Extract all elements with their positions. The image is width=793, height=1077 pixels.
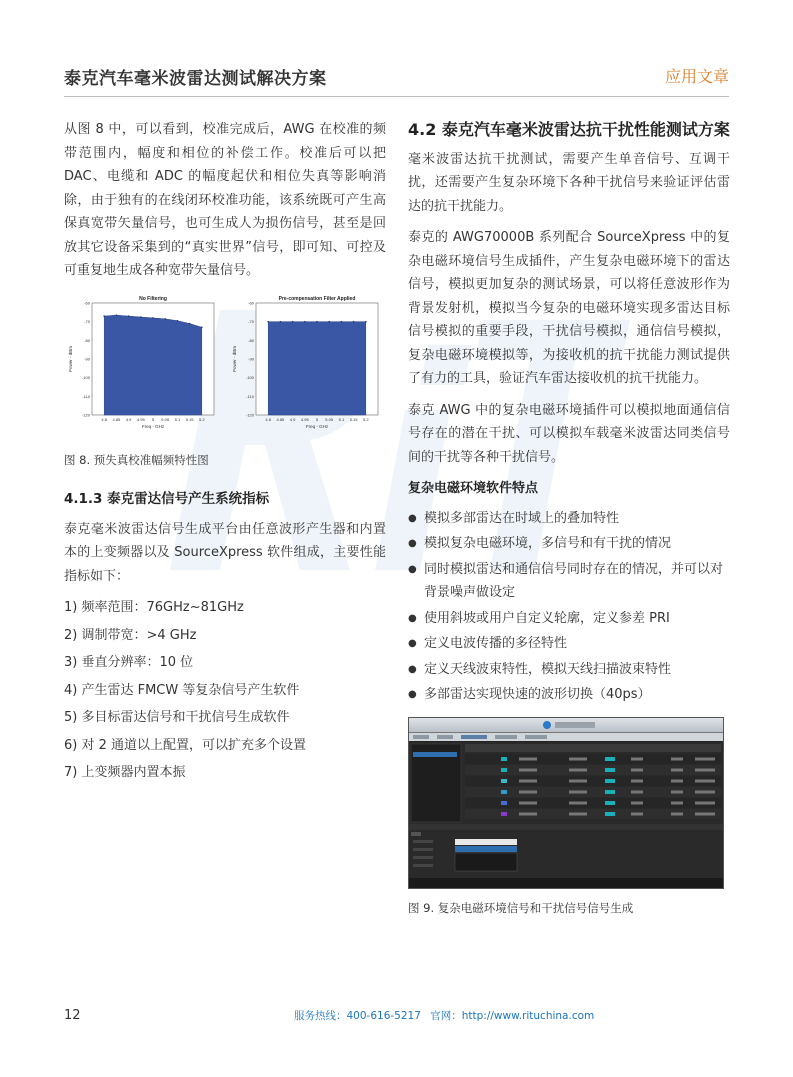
hotline-text: 服务热线：400-616-5217 xyxy=(294,1010,421,1022)
section-4-1-3-body: 泰克毫米波雷达信号生成平台由任意波形产生器和内置本的上变频器以及 SourceXpress 软件组成，主要性能指标如下： xyxy=(64,521,386,584)
cell-placeholder xyxy=(671,757,683,760)
cell-placeholder xyxy=(631,779,643,782)
color-swatch xyxy=(605,779,615,783)
x-tick-label: 5 xyxy=(151,416,155,422)
color-swatch xyxy=(605,790,615,794)
data-point xyxy=(365,320,367,322)
data-point xyxy=(280,320,282,322)
chart-no-filtering xyxy=(64,293,222,441)
x-tick-label: 5.1 xyxy=(338,416,345,422)
data-point xyxy=(128,315,130,317)
cell-placeholder xyxy=(519,801,537,804)
cell-placeholder xyxy=(671,790,683,793)
menu-tab xyxy=(495,735,517,739)
color-swatch xyxy=(501,812,507,816)
spec-item: 2) 调制带宽：>4 GHz xyxy=(64,627,197,643)
chart-no-filtering-svg xyxy=(64,293,222,441)
header-tag: 应用文章 xyxy=(664,67,729,86)
cell-placeholder xyxy=(519,779,537,782)
section-4-2-p3: 泰克 AWG 中的复杂电磁环境插件可以模拟地面通信信号存在的潜在干扰、可以模拟车载毫米波雷达同类信号间的干扰等各种干扰信号。 xyxy=(408,402,730,465)
cell-placeholder xyxy=(631,757,643,760)
chart-title: No Filtering xyxy=(139,295,167,302)
spec-item: 6) 对 2 通道以上配置，可以扩充多个设置 xyxy=(64,737,307,753)
x-tick-label: 5.1 xyxy=(174,416,181,422)
y-tick-label: -80 xyxy=(84,337,90,343)
data-point xyxy=(177,319,179,321)
feature-item: ● 定义电波传播的多径特性 xyxy=(408,632,730,656)
header-title: 泰克汽车毫米波雷达测试解决方案 xyxy=(64,69,327,89)
feature-item: ● 模拟多部雷达在时域上的叠加特性 xyxy=(408,507,730,531)
section-4-2-p2: 泰克的 AWG70000B 系列配合 SourceXpress 中的复杂电磁环境信号生成插件，产生复杂电磁环境下的雷达信号，模拟更加复杂的测试场景，可以将任意波形作为背景发射机，模拟当今复杂的电磁环境实现多雷达目标信号模拟的重要手段，干扰信号模拟，通信信号模拟，复杂电磁环境模拟等，为接收机的抗干扰能力测试提供了有力的工具，验证汽车雷达接收机的抗干扰能力。 xyxy=(408,230,730,386)
data-point xyxy=(116,314,118,316)
software-screenshot xyxy=(408,717,724,889)
x-tick-label: 4.85 xyxy=(112,416,121,422)
x-tick-label: 4.8 xyxy=(101,416,107,422)
spectrum-area xyxy=(104,315,202,415)
toolbar-field xyxy=(555,722,595,728)
data-point xyxy=(353,320,355,322)
x-tick-label: 4.9 xyxy=(125,416,132,422)
y-tick-label: -60 xyxy=(84,300,90,305)
section-4-1-3-title: 4.1.3 泰克雷达信号产生系统指标 xyxy=(64,491,270,507)
cell-placeholder xyxy=(671,801,683,804)
chart-precomp-filter xyxy=(228,293,386,441)
header-divider xyxy=(64,96,729,97)
y-tick-label: -100 xyxy=(81,374,90,380)
cell-placeholder xyxy=(695,779,715,782)
footer-contact xyxy=(294,1008,600,1023)
left-column xyxy=(64,118,386,789)
y-tick-label: -120 xyxy=(81,412,90,417)
website-link[interactable]: 官网：http://www.rituchina.com xyxy=(430,1010,595,1022)
data-point xyxy=(201,326,203,328)
x-tick-label: 5.05 xyxy=(325,416,334,422)
x-tick-label: 5.2 xyxy=(199,416,205,422)
cell-placeholder xyxy=(671,768,683,771)
y-tick-label: -60 xyxy=(248,300,254,305)
cell-placeholder xyxy=(631,812,643,815)
chart-title: Pre-compensation Filter Applied xyxy=(278,295,356,302)
cell-placeholder xyxy=(671,779,683,782)
cell-placeholder xyxy=(631,790,643,793)
feature-item: ● 定义天线波束特性，模拟天线扫描波束特性 xyxy=(408,658,730,682)
x-axis-label: Freq - GHz xyxy=(305,423,329,429)
data-point xyxy=(341,320,343,322)
y-tick-label: -70 xyxy=(248,318,254,324)
data-point xyxy=(189,322,191,324)
feature-item: ● 同时模拟雷达和通信信号同时存在的情况，并可以对背景噪声做设定 xyxy=(408,558,730,605)
data-point xyxy=(292,320,294,322)
y-tick-label: -110 xyxy=(246,393,254,399)
cell-placeholder xyxy=(569,768,587,771)
chart-precomp-filter-svg xyxy=(228,293,386,441)
spec-item: 7) 上变频器内置本振 xyxy=(64,765,186,780)
x-tick-label: 5.15 xyxy=(185,416,194,422)
figure-8-charts xyxy=(64,293,386,443)
cell-placeholder xyxy=(519,757,537,760)
data-point xyxy=(164,318,166,320)
cell-placeholder xyxy=(569,801,587,804)
feature-item: ● 多部雷达实现快速的波形切换（40ps） xyxy=(408,683,730,707)
menu-tab xyxy=(461,735,487,739)
y-tick-label: -100 xyxy=(245,374,254,380)
intro-paragraph: 从图 8 中，可以看到，校准完成后，AWG 在校准的频带范围内，幅度和相位的补偿工作。校准后可以把 DAC、电缆和 ADC 的幅度起伏和相位失真等影响消除，由于独有的在线闭环校准功能，该系统既可产生高保真宽带矢量信号，也可生成人为损伤信号，甚至是回放其它设备采集到的“真实世界”信号，即可知、可控及可重复地生成各种宽带矢量信号。 xyxy=(64,122,386,278)
y-tick-label: -90 xyxy=(248,356,254,361)
screenshot-menu xyxy=(409,733,723,741)
screenshot-statusbar xyxy=(409,878,723,888)
data-point xyxy=(140,316,142,318)
section-4-2-p1: 毫米波雷达抗干扰测试，需要产生单音信号、互调干扰，还需要产生复杂环境下各种干扰信号来验证评估雷达的抗干扰能力。 xyxy=(408,151,730,214)
x-tick-label: 4.95 xyxy=(136,416,145,422)
x-tick-label: 5.05 xyxy=(161,416,170,422)
play-icon xyxy=(543,721,551,729)
x-tick-label: 4.85 xyxy=(276,416,285,422)
spec-list xyxy=(64,596,386,785)
cell-placeholder xyxy=(695,757,715,760)
y-axis-label: Power - dBm xyxy=(68,345,73,372)
right-column xyxy=(408,118,730,936)
y-tick-label: -120 xyxy=(245,412,254,417)
x-tick-label: 5.15 xyxy=(349,416,358,422)
cell-placeholder xyxy=(695,812,715,815)
section-4-2-title: 4.2 泰克汽车毫米波雷达抗干扰性能测试方案 xyxy=(408,120,730,139)
cell-placeholder xyxy=(631,768,643,771)
cell-placeholder xyxy=(695,790,715,793)
cell-placeholder xyxy=(569,757,587,760)
cell-placeholder xyxy=(569,812,587,815)
y-axis-label: Power - dBm xyxy=(232,345,237,372)
x-tick-label: 4.9 xyxy=(289,416,296,422)
color-swatch xyxy=(605,768,615,772)
cell-placeholder xyxy=(519,768,537,771)
figure-8-caption: 图 8. 预失真校准幅频特性图 xyxy=(64,452,209,467)
cell-placeholder xyxy=(569,790,587,793)
x-tick-label: 5.2 xyxy=(363,416,369,422)
data-point xyxy=(267,320,269,322)
cell-placeholder xyxy=(569,779,587,782)
data-point xyxy=(316,320,318,322)
spec-item: 3) 垂直分辨率：10 位 xyxy=(64,655,194,670)
data-point xyxy=(328,320,330,322)
color-swatch xyxy=(501,801,507,805)
color-swatch xyxy=(501,768,507,772)
data-point xyxy=(304,320,306,322)
cell-placeholder xyxy=(695,768,715,771)
features-title: 复杂电磁环境软件特点 xyxy=(408,481,539,496)
color-swatch xyxy=(501,790,507,794)
features-list xyxy=(408,507,730,707)
page-number: 12 xyxy=(64,1008,81,1023)
color-swatch xyxy=(501,779,507,783)
spec-item: 1) 频率范围：76GHz~81GHz xyxy=(64,600,244,615)
color-swatch xyxy=(605,757,615,761)
color-swatch xyxy=(605,812,615,816)
x-tick-label: 4.95 xyxy=(300,416,309,422)
color-swatch xyxy=(501,757,507,761)
cell-placeholder xyxy=(631,801,643,804)
data-point xyxy=(103,315,105,317)
data-point xyxy=(152,317,154,319)
figure-9-caption: 图 9. 复杂电磁环境信号和干扰信号信号生成 xyxy=(408,900,634,915)
menu-tab xyxy=(413,735,429,739)
spectrum-area xyxy=(268,321,366,414)
screenshot-toolbar xyxy=(409,718,723,733)
menu-tab xyxy=(525,735,547,739)
y-tick-label: -80 xyxy=(248,337,254,343)
color-swatch xyxy=(605,801,615,805)
y-tick-label: -90 xyxy=(84,356,90,361)
feature-item: ● 模拟复杂电磁环境，多信号和有干扰的情况 xyxy=(408,532,730,556)
x-tick-label: 4.8 xyxy=(265,416,271,422)
spec-item: 4) 产生雷达 FMCW 等复杂信号产生软件 xyxy=(64,682,300,698)
menu-tab xyxy=(437,735,453,739)
y-tick-label: -70 xyxy=(84,318,90,324)
cell-placeholder xyxy=(519,812,537,815)
cell-placeholder xyxy=(519,790,537,793)
y-tick-label: -110 xyxy=(82,393,90,399)
cell-placeholder xyxy=(695,801,715,804)
x-tick-label: 5 xyxy=(315,416,319,422)
cell-placeholder xyxy=(671,812,683,815)
feature-item: ● 使用斜坡或用户自定义轮廓，定义参差 PRI xyxy=(408,607,730,631)
x-axis-label: Freq - GHz xyxy=(141,423,165,429)
screenshot-table xyxy=(409,742,723,878)
spec-item: 5) 多目标雷达信号和干扰信号生成软件 xyxy=(64,710,290,725)
